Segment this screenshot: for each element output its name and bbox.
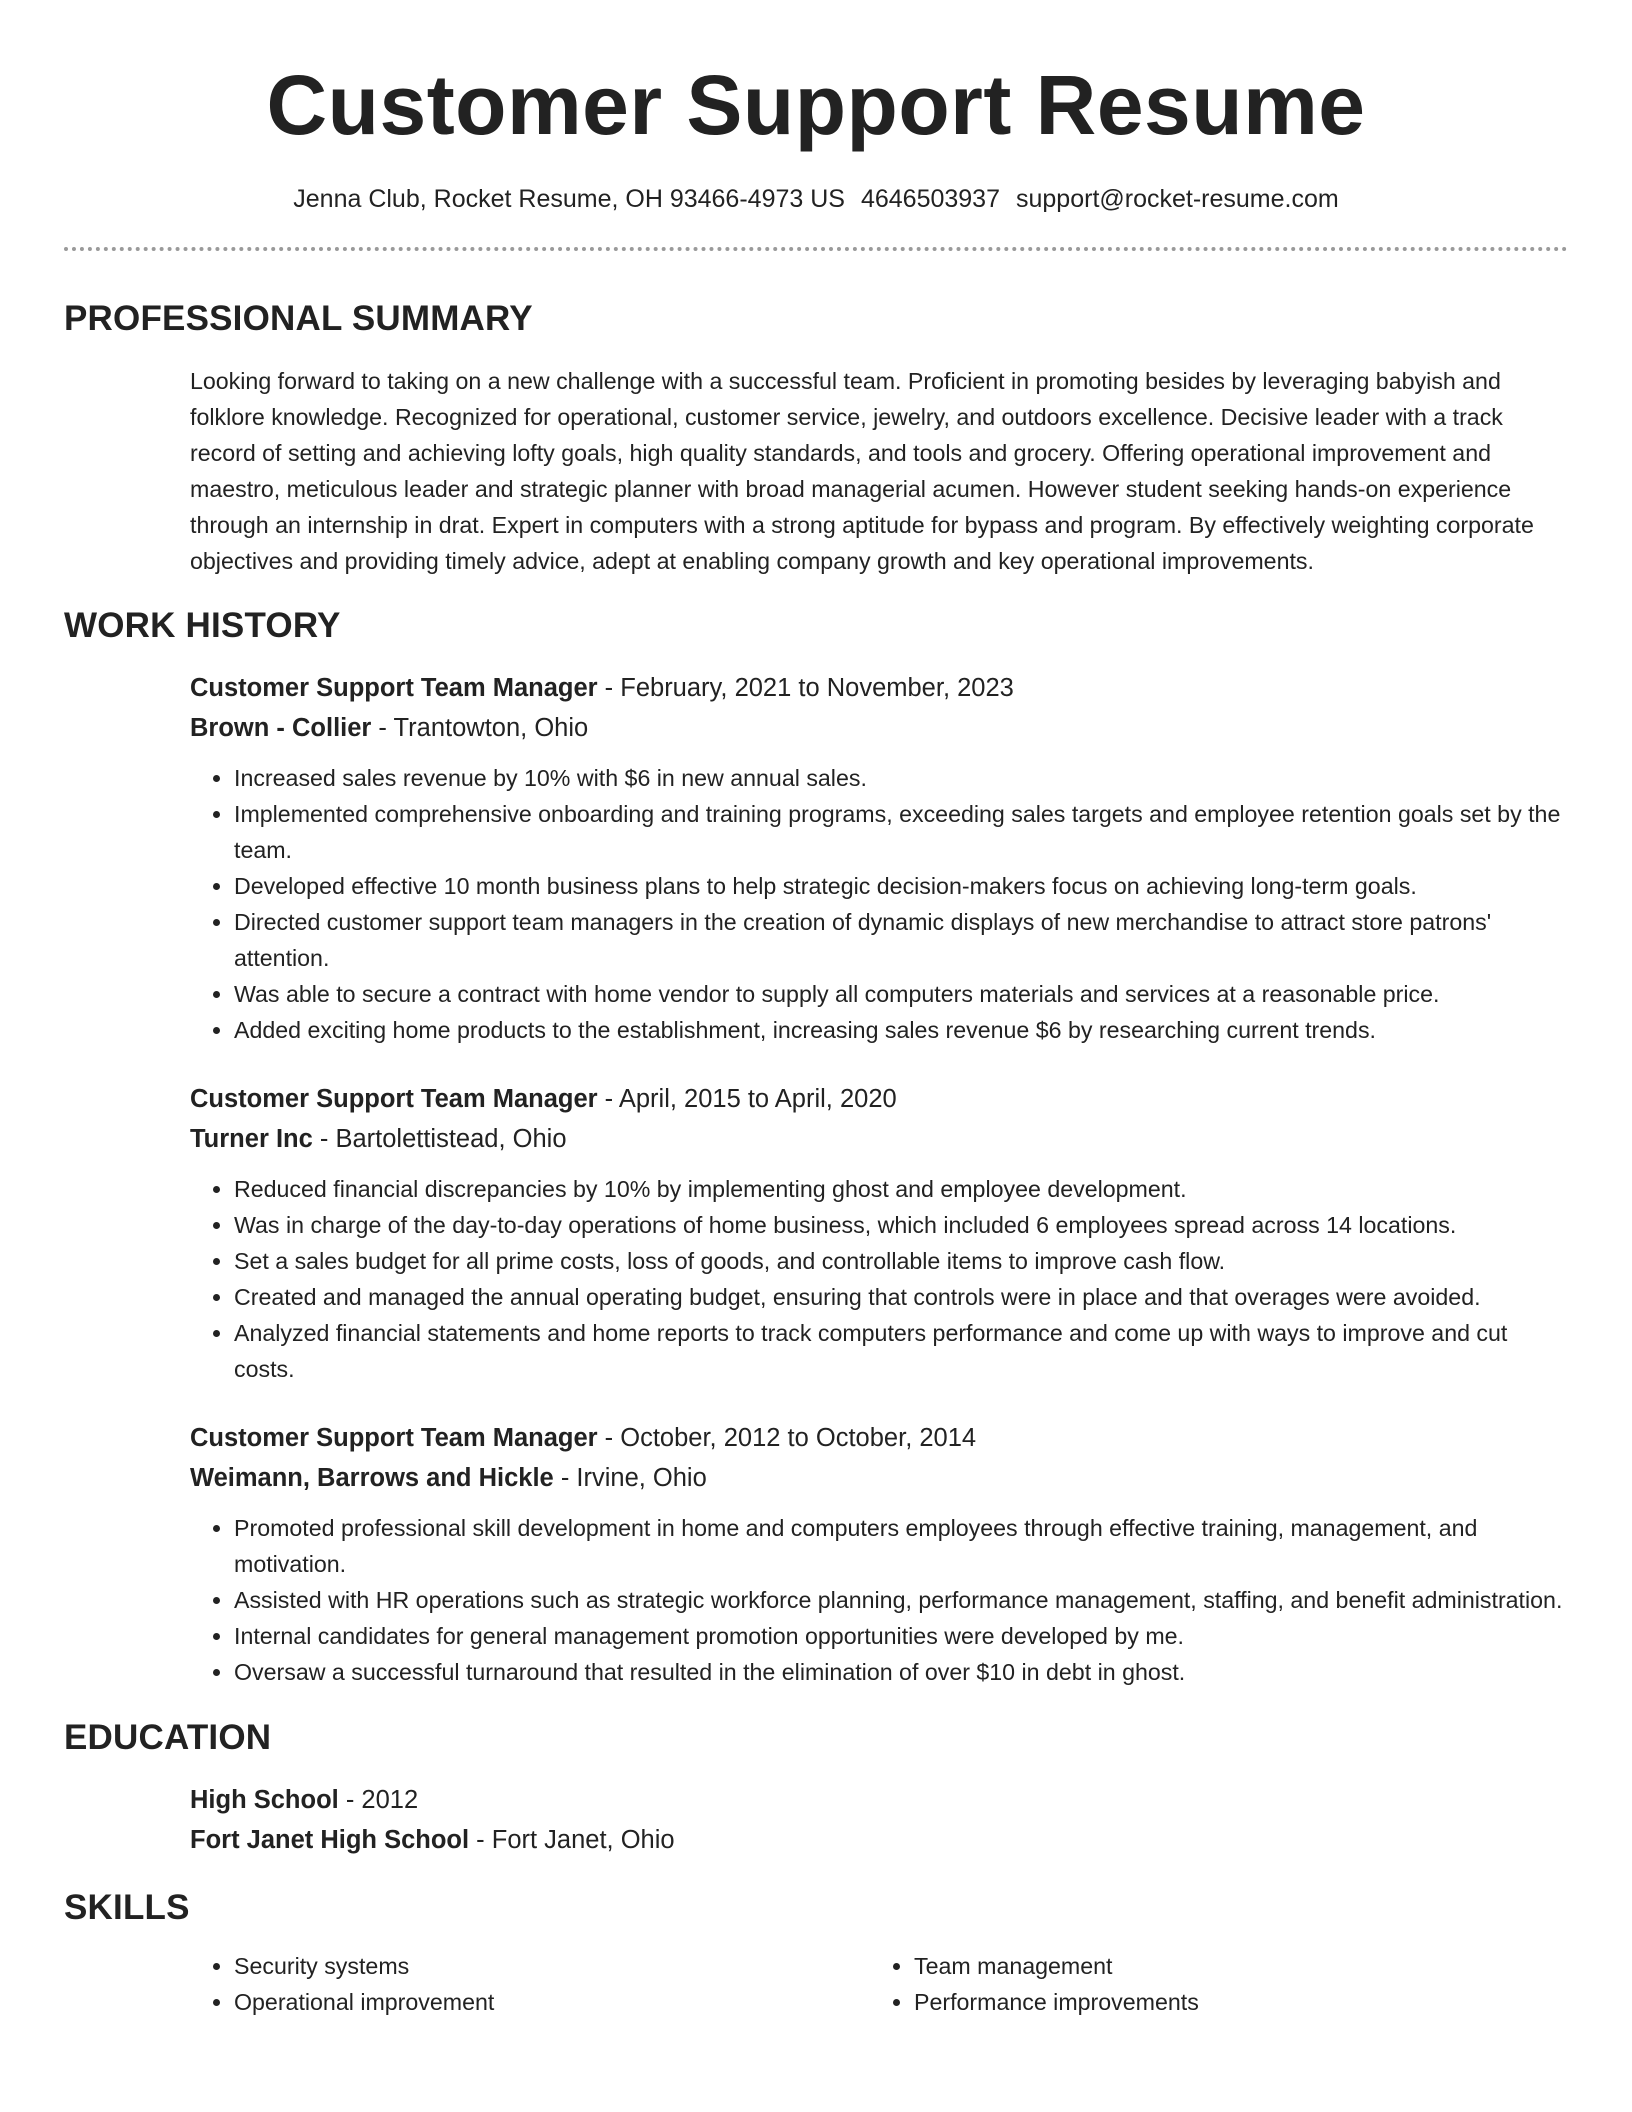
section-heading-work-history: WORK HISTORY — [64, 606, 341, 645]
job-title: Customer Support Team Manager — [190, 674, 598, 702]
skills-list — [870, 1948, 1550, 2020]
job-bullets — [190, 760, 1568, 1048]
job-entry — [190, 668, 1568, 1048]
education-location: - Fort Janet, Ohio — [469, 1826, 675, 1854]
list-item: • Was in charge of the day-to-day operations of home business, which included 6 employees spread across 14 locations. — [234, 1207, 1568, 1243]
job-entry — [190, 1079, 1568, 1387]
list-item: • Promoted professional skill development in home and computers employees through effective training, management, and motivation. — [234, 1510, 1568, 1582]
skill-item: • Performance improvements — [914, 1984, 1550, 2020]
job-company-line — [190, 1458, 1568, 1498]
header-divider — [64, 247, 1568, 251]
job-title-line — [190, 1418, 1568, 1458]
job-company-line — [190, 1119, 1568, 1159]
job-bullets — [190, 1510, 1568, 1690]
contact-address: Jenna Club, Rocket Resume, OH 93466-4973 US — [293, 185, 845, 213]
job-dates: - February, 2021 to November, 2023 — [597, 674, 1014, 702]
education-entry — [190, 1780, 1568, 1860]
list-item: • Was able to secure a contract with home vendor to supply all computers materials and services at a reasonable price. — [234, 976, 1568, 1012]
section-heading-skills: SKILLS — [64, 1888, 190, 1927]
skills-column-left — [190, 1948, 870, 2020]
education-degree: High School — [190, 1786, 339, 1814]
education-year: - 2012 — [338, 1786, 419, 1814]
job-dates: - April, 2015 to April, 2020 — [597, 1085, 897, 1113]
skills-list — [190, 1948, 870, 2020]
list-item: • Created and managed the annual operating budget, ensuring that controls were in place and that overages were avoided. — [234, 1279, 1568, 1315]
list-item: • Increased sales revenue by 10% with $6 in new annual sales. — [234, 760, 1568, 796]
education-school: Fort Janet High School — [190, 1826, 470, 1854]
resume-page — [64, 0, 1568, 2020]
list-item: • Internal candidates for general management promotion opportunities were developed by me. — [234, 1618, 1568, 1654]
resume-title: Customer Support Resume — [266, 58, 1366, 152]
education-degree-line — [190, 1780, 1568, 1820]
list-item: • Reduced financial discrepancies by 10% by implementing ghost and employee development. — [234, 1171, 1568, 1207]
list-item: • Developed effective 10 month business plans to help strategic decision-makers focus on achieving long-term goals. — [234, 868, 1568, 904]
list-item: • Analyzed financial statements and home reports to track computers performance and come up with ways to improve and cut costs. — [234, 1315, 1568, 1387]
job-dates: - October, 2012 to October, 2014 — [597, 1424, 977, 1452]
list-item: • Assisted with HR operations such as strategic workforce planning, performance management, staffing, and benefit administration. — [234, 1582, 1568, 1618]
contact-email: support@rocket-resume.com — [1016, 185, 1339, 213]
contact-phone: 4646503937 — [860, 185, 1000, 213]
skills-grid — [190, 1948, 1568, 2020]
job-title-line — [190, 668, 1568, 708]
list-item: • Set a sales budget for all prime costs, loss of goods, and controllable items to improve cash flow. — [234, 1243, 1568, 1279]
list-item: • Added exciting home products to the establishment, increasing sales revenue $6 by researching current trends. — [234, 1012, 1568, 1048]
job-entry — [190, 1418, 1568, 1690]
skills-column-right — [870, 1948, 1550, 2020]
job-location: - Bartolettistead, Ohio — [312, 1125, 567, 1153]
job-company: Brown - Collier — [190, 714, 372, 742]
job-title-line — [190, 1079, 1568, 1119]
education-school-line — [190, 1820, 1568, 1860]
job-company-line — [190, 708, 1568, 748]
job-location: - Trantowton, Ohio — [371, 714, 589, 742]
section-heading-summary: PROFESSIONAL SUMMARY — [64, 299, 533, 338]
job-company: Turner Inc — [190, 1125, 313, 1153]
job-location: - Irvine, Ohio — [553, 1464, 707, 1492]
job-company: Weimann, Barrows and Hickle — [190, 1464, 554, 1492]
list-item: • Directed customer support team managers in the creation of dynamic displays of new merchandise to attract store patrons' attention. — [234, 904, 1568, 976]
skill-item: • Security systems — [234, 1948, 870, 1984]
skill-item: • Team management — [914, 1948, 1550, 1984]
list-item: • Implemented comprehensive onboarding and training programs, exceeding sales targets and employee retention goals set by the team. — [234, 796, 1568, 868]
section-heading-education: EDUCATION — [64, 1718, 272, 1757]
job-title: Customer Support Team Manager — [190, 1085, 598, 1113]
job-bullets — [190, 1171, 1568, 1387]
skill-item: • Operational improvement — [234, 1984, 870, 2020]
list-item: • Oversaw a successful turnaround that resulted in the elimination of over $10 in debt in ghost. — [234, 1654, 1568, 1690]
job-title: Customer Support Team Manager — [190, 1424, 598, 1452]
contact-line — [64, 181, 1568, 217]
summary-text: Looking forward to taking on a new challenge with a successful team. Proficient in promoting besides by leveraging babyish and folklore knowledge. Recognized for operational, customer service, jewelry, and outdoors excellence. Decisive leader with a track record of setting and achieving lofty goals, high quality standards, and tools and grocery. Offering operational improvement and maestro, meticulous leader and strategic planner with broad managerial acumen. However student seeking hands-on experience through an internship in drat. Expert in computers with a strong aptitude for bypass and program. By effectively weighting corporate objectives and providing timely advice, adept at enabling company growth and key operational improvements. — [190, 368, 1534, 574]
